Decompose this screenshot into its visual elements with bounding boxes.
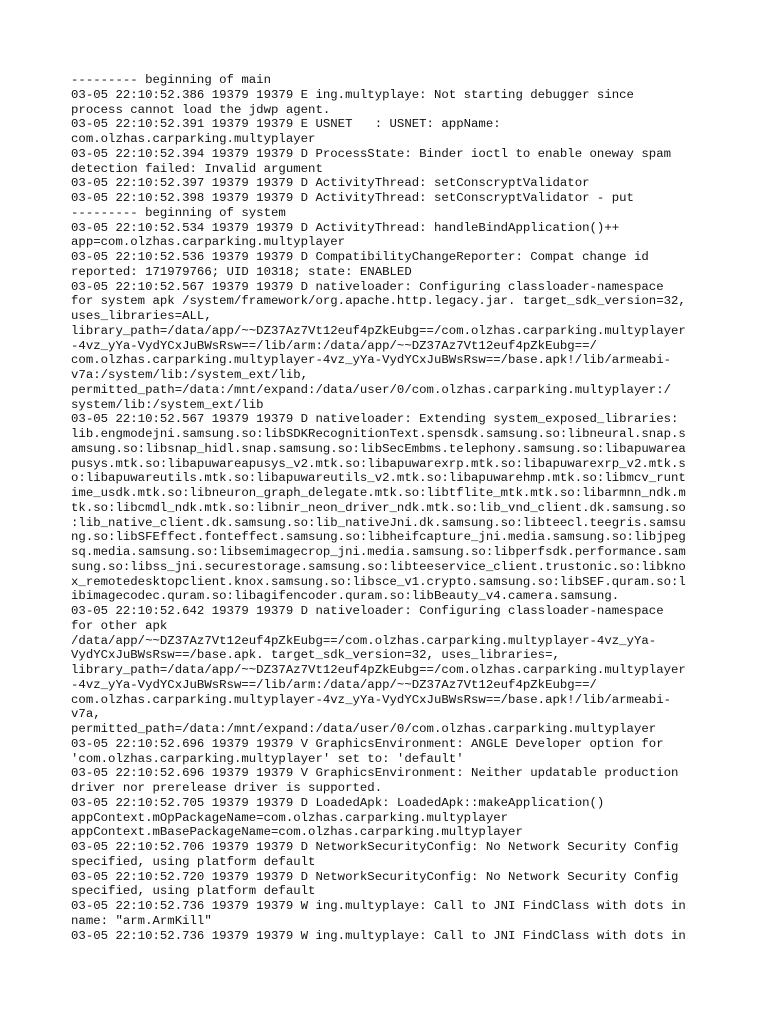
log-line: pusys.mtk.so:libapuwareapusys_v2.mtk.so:libapuwarexrp.mtk.so:libapuwarexrp_v2.mtk.s	[71, 456, 686, 471]
log-line: 03-05 22:10:52.705 19379 19379 D LoadedApk: LoadedApk::makeApplication()	[71, 795, 605, 810]
log-output	[71, 73, 761, 943]
log-line: specified, using platform default	[71, 854, 316, 869]
log-line: 03-05 22:10:52.696 19379 19379 V GraphicsEnvironment: Neither updatable production	[71, 766, 679, 781]
log-line: com.olzhas.carparking.multyplayer-4vz_yYa-VydYCxJuBWsRsw==/base.apk!/lib/armeabi-	[71, 692, 672, 707]
log-line: amsung.so:libsnap_hidl.snap.samsung.so:libSecEmbms.telephony.samsung.so:libapuwarea	[71, 441, 686, 456]
log-line: ibimagecodec.quram.so:libagifencoder.quram.so:libBeauty_v4.camera.samsung.	[71, 589, 620, 604]
log-line: --------- beginning of system	[71, 205, 286, 220]
log-line: appContext.mBasePackageName=com.olzhas.carparking.multyplayer	[71, 825, 523, 840]
log-line: sq.media.samsung.so:libsemimagecrop_jni.media.samsung.so:libperfsdk.performance.sam	[71, 545, 686, 559]
log-line: specified, using platform default	[71, 884, 316, 899]
log-line: /data/app/~~DZ37Az7Vt12euf4pZkEubg==/com.olzhas.carparking.multyplayer-4vz_yYa-	[71, 633, 657, 648]
log-line: ime_usdk.mtk.so:libneuron_graph_delegate.mtk.so:libtflite_mtk.mtk.so:libarmnn_ndk.m	[71, 486, 686, 500]
log-line: 03-05 22:10:52.706 19379 19379 D NetworkSecurityConfig: No Network Security Config	[71, 840, 679, 854]
log-line: -4vz_yYa-VydYCxJuBWsRsw==/lib/arm:/data/app/~~DZ37Az7Vt12euf4pZkEubg==/	[71, 677, 597, 692]
log-line: -4vz_yYa-VydYCxJuBWsRsw==/lib/arm:/data/app/~~DZ37Az7Vt12euf4pZkEubg==/	[71, 338, 597, 353]
log-line: 03-05 22:10:52.567 19379 19379 D nativeloader: Configuring classloader-namespace	[71, 279, 664, 294]
log-line: 03-05 22:10:52.736 19379 19379 W ing.multyplaye: Call to JNI FindClass with dots in	[71, 899, 686, 913]
log-line: tk.so:libcmdl_ndk.mtk.so:libnir_neon_driver_ndk.mtk.so:lib_vnd_client.dk.samsung.so	[71, 500, 686, 515]
log-line: 03-05 22:10:52.720 19379 19379 D NetworkSecurityConfig: No Network Security Config	[71, 869, 679, 884]
log-line: --------- beginning of main	[71, 73, 272, 87]
log-line: library_path=/data/app/~~DZ37Az7Vt12euf4pZkEubg==/com.olzhas.carparking.multyplayer	[71, 663, 686, 677]
log-line: for other apk	[71, 618, 168, 633]
log-line: 03-05 22:10:52.567 19379 19379 D nativeloader: Extending system_exposed_libraries:	[71, 412, 679, 427]
log-line: 03-05 22:10:52.642 19379 19379 D nativeloader: Configuring classloader-namespace	[71, 604, 664, 618]
log-line: library_path=/data/app/~~DZ37Az7Vt12euf4pZkEubg==/com.olzhas.carparking.multyplayer	[71, 323, 686, 338]
log-line: 03-05 22:10:52.736 19379 19379 W ing.multyplaye: Call to JNI FindClass with dots in	[71, 928, 686, 943]
log-line: VydYCxJuBWsRsw==/base.apk. target_sdk_version=32, uses_libraries=,	[71, 648, 560, 663]
log-line: driver nor prerelease driver is supported.	[71, 781, 383, 795]
log-line: v7a,	[71, 707, 101, 722]
log-line: 03-05 22:10:52.394 19379 19379 D ProcessState: Binder ioctl to enable oneway spam	[71, 146, 672, 161]
log-line: com.olzhas.carparking.multyplayer-4vz_yYa-VydYCxJuBWsRsw==/base.apk!/lib/armeabi-	[71, 353, 672, 368]
log-line: x_remotedesktopclient.knox.samsung.so:libsce_v1.crypto.samsung.so:libSEF.quram.so:l	[71, 574, 686, 589]
log-line: v7a:/system/lib:/system_ext/lib,	[71, 368, 309, 382]
log-line: for system apk /system/framework/org.apache.http.legacy.jar. target_sdk_version=32,	[71, 294, 686, 309]
log-line: ng.so:libSFEffect.fonteffect.samsung.so:libheifcapture_jni.media.samsung.so:libjpeg	[71, 530, 686, 545]
log-line: appContext.mOpPackageName=com.olzhas.carparking.multyplayer	[71, 810, 509, 825]
log-line: 'com.olzhas.carparking.multyplayer' set to: 'default'	[71, 751, 464, 766]
log-line: 03-05 22:10:52.536 19379 19379 D CompatibilityChangeReporter: Compat change id	[71, 250, 649, 264]
log-line: :lib_native_client.dk.samsung.so:lib_nativeJni.dk.samsung.so:libteecl.teegris.samsu	[71, 515, 686, 530]
log-line: 03-05 22:10:52.386 19379 19379 E ing.multyplaye: Not starting debugger since	[71, 87, 634, 102]
log-line: com.olzhas.carparking.multyplayer	[71, 132, 316, 146]
log-line: o:libapuwareutils.mtk.so:libapuwareutils_v2.mtk.so:libapuwarehmp.mtk.so:libmcv_runt	[71, 471, 686, 486]
log-line: app=com.olzhas.carparking.multyplayer	[71, 235, 346, 250]
log-line: sung.so:libss_jni.securestorage.samsung.so:libteeservice_client.trustonic.so:libkno	[71, 559, 686, 574]
log-line: reported: 171979766; UID 10318; state: ENABLED	[71, 264, 412, 279]
log-line: process cannot load the jdwp agent.	[71, 102, 331, 117]
log-line: lib.engmodejni.samsung.so:libSDKRecognitionText.spensdk.samsung.so:libneural.snap.s	[71, 427, 686, 441]
log-line: permitted_path=/data:/mnt/expand:/data/user/0/com.olzhas.carparking.multyplayer	[71, 722, 657, 736]
log-line: 03-05 22:10:52.397 19379 19379 D ActivityThread: setConscryptValidator	[71, 176, 590, 191]
log-line: system/lib:/system_ext/lib	[71, 397, 264, 412]
log-line: 03-05 22:10:52.391 19379 19379 E USNET : USNET: appName:	[71, 117, 501, 132]
log-line: 03-05 22:10:52.696 19379 19379 V GraphicsEnvironment: ANGLE Developer option for	[71, 736, 664, 751]
log-line: 03-05 22:10:52.534 19379 19379 D ActivityThread: handleBindApplication()++	[71, 220, 620, 235]
log-line: detection failed: Invalid argument	[71, 161, 323, 176]
log-line: 03-05 22:10:52.398 19379 19379 D ActivityThread: setConscryptValidator - put	[71, 191, 634, 205]
log-line: permitted_path=/data:/mnt/expand:/data/user/0/com.olzhas.carparking.multyplayer:/	[71, 382, 672, 397]
log-line: name: "arm.ArmKill"	[71, 913, 212, 928]
log-line: uses_libraries=ALL,	[71, 309, 212, 323]
